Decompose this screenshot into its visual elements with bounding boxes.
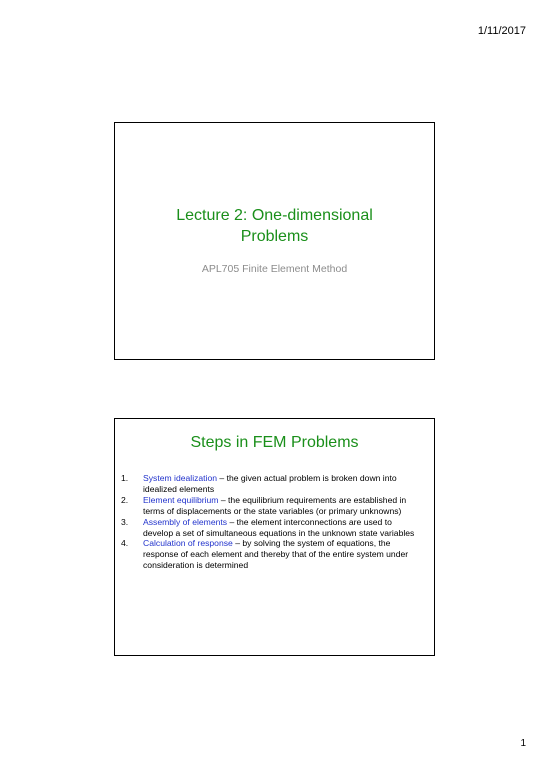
step-term: System idealization [143, 473, 218, 483]
step-description: – the element interconnections are used to develop a set of simultaneous equations in the unknown state variables [143, 516, 415, 538]
lecture-title-line2: Problems [240, 228, 309, 245]
step-description: – the equilibrium requirements are established in terms of displacements or the state variables (or primary unknowns) [143, 494, 407, 516]
lecture-title [115, 205, 434, 247]
steps-title: Steps in FEM Problems [190, 434, 359, 451]
step-number: 1. [121, 473, 129, 483]
page-date: 1/11/2017 [477, 25, 526, 37]
step-number: 3. [121, 516, 129, 527]
lecture-title-line1: Lecture 2: One-dimensional [176, 207, 373, 224]
slide-title [114, 122, 435, 360]
list-item [121, 538, 420, 571]
list-item [121, 473, 420, 495]
list-item [121, 495, 420, 517]
steps-list [121, 473, 420, 571]
step-term: Assembly of elements [143, 516, 228, 527]
step-term: Calculation of response [143, 538, 233, 549]
page-number: 1 [520, 738, 526, 749]
course-subtitle: APL705 Finite Element Method [201, 263, 348, 275]
step-number: 2. [121, 494, 129, 505]
slide-steps [114, 418, 435, 656]
step-number: 4. [121, 538, 129, 549]
list-item [121, 517, 420, 539]
step-term: Element equilibrium [143, 494, 219, 505]
step-description: – the given actual problem is broken down into idealized elements [143, 473, 397, 494]
step-description: – by solving the system of equations, the response of each element and thereby that of the entire system under consideration is determined [143, 538, 409, 571]
